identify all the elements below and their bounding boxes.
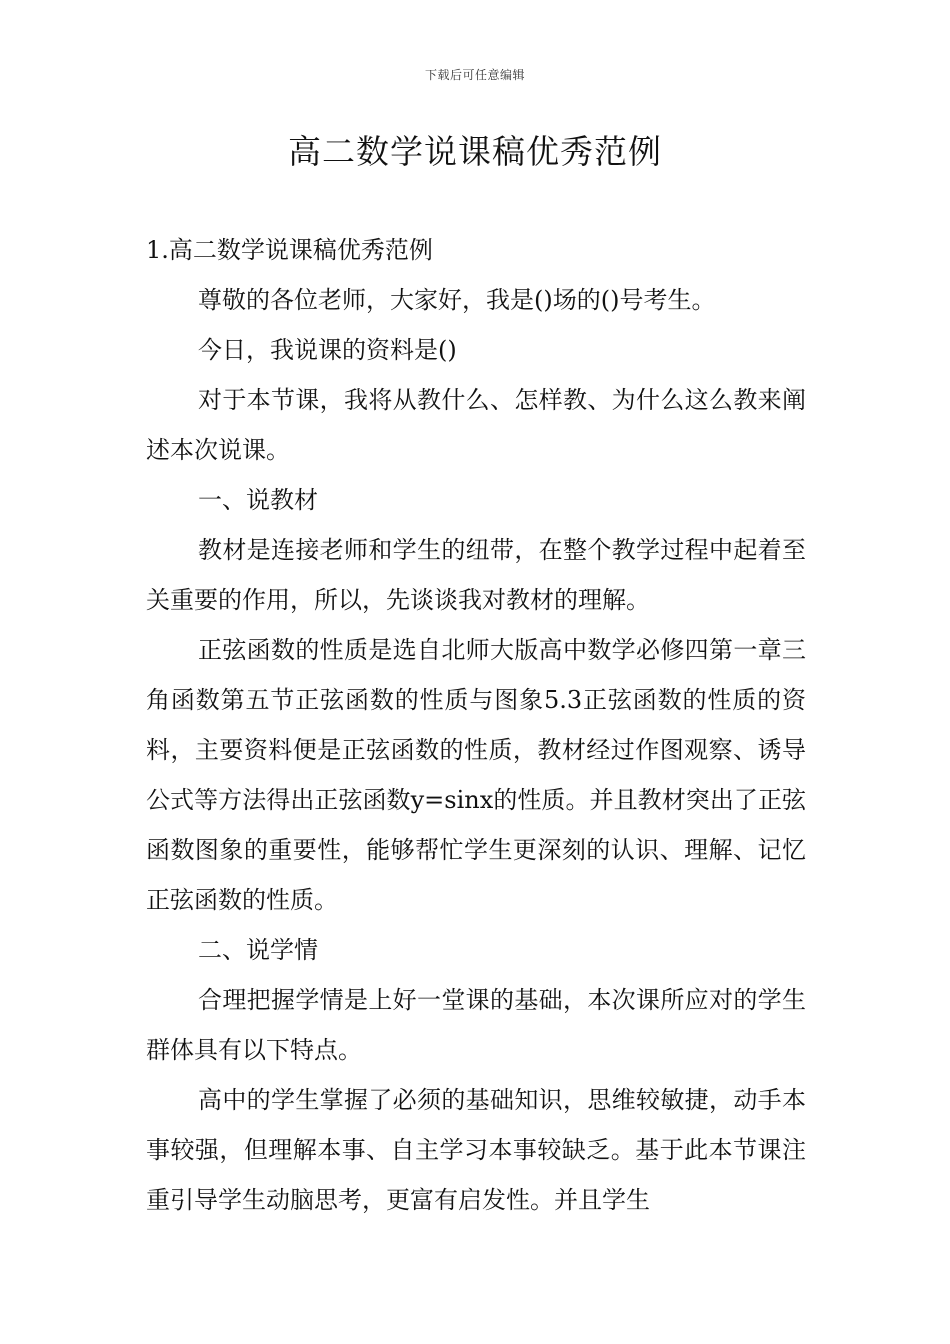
document-title: 高二数学说课稿优秀范例 bbox=[288, 132, 662, 171]
paragraph-subheading: 一、说教材 bbox=[198, 486, 318, 514]
paragraph: 对于本节课，我将从教什么、怎样教、为什么这么教来阐述本次说课。 bbox=[146, 386, 806, 464]
paragraph: 今日，我说课的资料是() bbox=[198, 336, 457, 364]
paragraph-section-heading: 1.高二数学说课稿优秀范例 bbox=[146, 236, 433, 264]
paragraph: 合理把握学情是上好一堂课的基础，本次课所应对的学生群体具有以下特点。 bbox=[146, 986, 806, 1064]
header-note: 下载后可任意编辑 bbox=[424, 68, 525, 82]
paragraph-subheading: 二、说学情 bbox=[198, 936, 318, 964]
paragraph: 高中的学生掌握了必须的基础知识，思维较敏捷，动手本事较强，但理解本事、自主学习本事较缺乏。基于此本节课注重引导学生动脑思考，更富有启发性。并且学生 bbox=[146, 1086, 806, 1214]
paragraph: 尊敬的各位老师，大家好，我是()场的()号考生。 bbox=[198, 286, 716, 314]
paragraph: 教材是连接老师和学生的纽带，在整个教学过程中起着至关重要的作用，所以，先谈谈我对教材的理解。 bbox=[146, 536, 806, 614]
paragraph: 正弦函数的性质是选自北师大版高中数学必修四第一章三角函数第五节正弦函数的性质与图象5.3正弦函数的性质的资料，主要资料便是正弦函数的性质，教材经过作图观察、诱导公式等方法得出正弦函数y=sinx的性质。并且教材突出了正弦函数图象的重要性，能够帮忙学生更深刻的认识、理解、记忆正弦函数的性质。 bbox=[146, 636, 806, 914]
document-body bbox=[146, 225, 806, 1225]
